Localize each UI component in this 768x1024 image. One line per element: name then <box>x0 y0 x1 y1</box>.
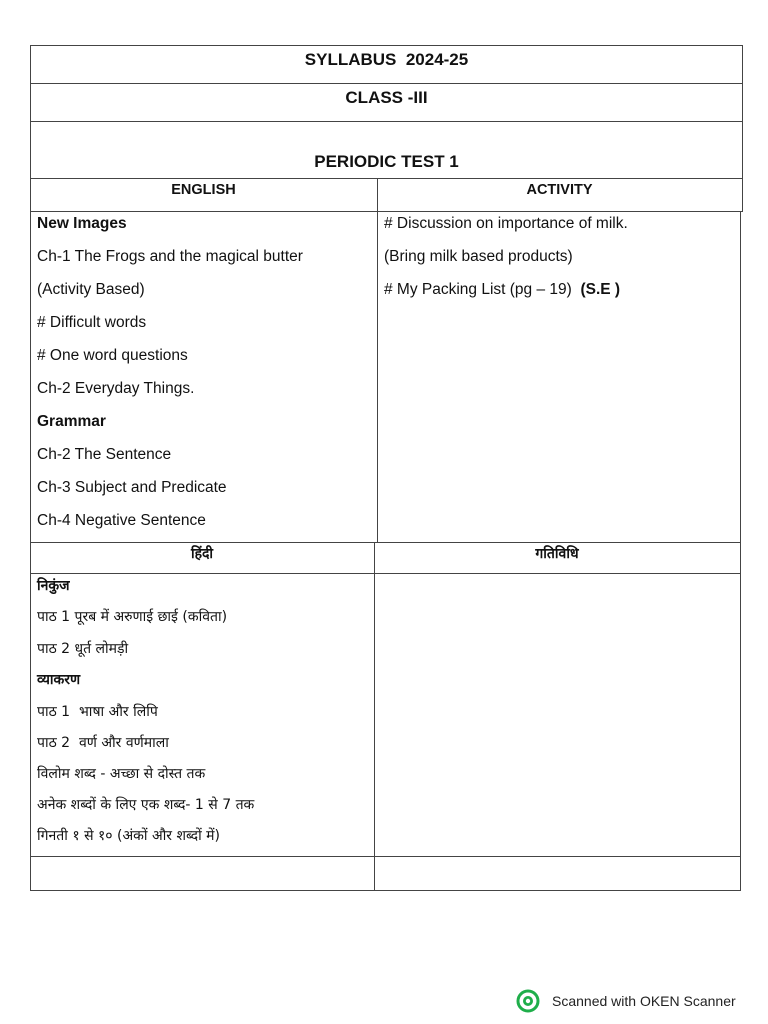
list-item: विलोम शब्द - अच्छा से दोस्त तक <box>37 766 206 782</box>
list-item: # One word questions <box>37 347 188 364</box>
row-divider-hindi-body <box>30 856 740 857</box>
list-item: गिनती १ से १० (अंकों और शब्दों में) <box>37 828 220 844</box>
list-item: (Activity Based) <box>37 281 145 298</box>
oken-scanner-logo-icon <box>516 989 540 1013</box>
vyakaran-heading: व्याकरण <box>37 672 81 688</box>
activity-text: # My Packing List (pg – 19) <box>384 281 572 298</box>
row-divider-title <box>30 83 743 84</box>
list-item: # Difficult words <box>37 314 147 331</box>
table-border-left <box>30 45 31 891</box>
activity-item-packing-list <box>384 281 620 299</box>
english-heading: ENGLISH <box>171 182 236 198</box>
grammar-heading: Grammar <box>37 413 106 430</box>
activity-item: # Discussion on importance of milk. <box>384 215 628 232</box>
list-item: अनेक शब्दों के लिए एक शब्द- 1 से 7 तक <box>37 797 255 813</box>
hindi-activity-heading: गतिविधि <box>535 546 579 562</box>
list-item: पाठ 1 पूरब में अरुणाई छाई (कविता) <box>37 609 228 625</box>
row-divider-hindi-heading <box>30 573 740 574</box>
activity-item: (Bring milk based products) <box>384 248 573 265</box>
list-item: Ch-2 The Sentence <box>37 446 172 463</box>
list-item: Ch-4 Negative Sentence <box>37 512 206 529</box>
watermark-text: Scanned with OKEN Scanner <box>552 993 736 1009</box>
activity-heading: ACTIVITY <box>526 182 593 198</box>
row-divider-class <box>30 121 743 122</box>
list-item: पाठ 2 वर्ण और वर्णमाला <box>37 735 169 751</box>
table-border-right-lower <box>740 211 741 891</box>
column-divider-hindi <box>374 542 375 891</box>
list-item: Ch-3 Subject and Predicate <box>37 479 227 496</box>
book-title-nikunj: निकुंज <box>37 578 70 594</box>
test-label: PERIODIC TEST 1 <box>314 152 459 171</box>
list-item: पाठ 2 धूर्त लोमड़ी <box>37 641 129 657</box>
syllabus-title: SYLLABUS 2024-25 <box>304 50 469 69</box>
row-divider-english-heading <box>30 211 742 212</box>
activity-tag: (S.E ) <box>580 281 621 298</box>
row-divider-english-body <box>30 542 740 543</box>
column-divider-english <box>377 178 378 543</box>
list-item: पाठ 1 भाषा और लिपि <box>37 704 158 720</box>
table-border-top <box>30 45 743 46</box>
list-item: Ch-2 Everyday Things. <box>37 380 195 397</box>
table-border-right <box>742 45 743 212</box>
scanner-watermark <box>516 988 736 1014</box>
list-item: Ch-1 The Frogs and the magical butter <box>37 248 303 265</box>
hindi-heading: हिंदी <box>190 546 214 562</box>
class-label: CLASS -III <box>345 88 428 107</box>
row-divider-test <box>30 178 743 179</box>
table-border-bottom <box>30 890 740 891</box>
book-title-new-images: New Images <box>37 215 127 232</box>
